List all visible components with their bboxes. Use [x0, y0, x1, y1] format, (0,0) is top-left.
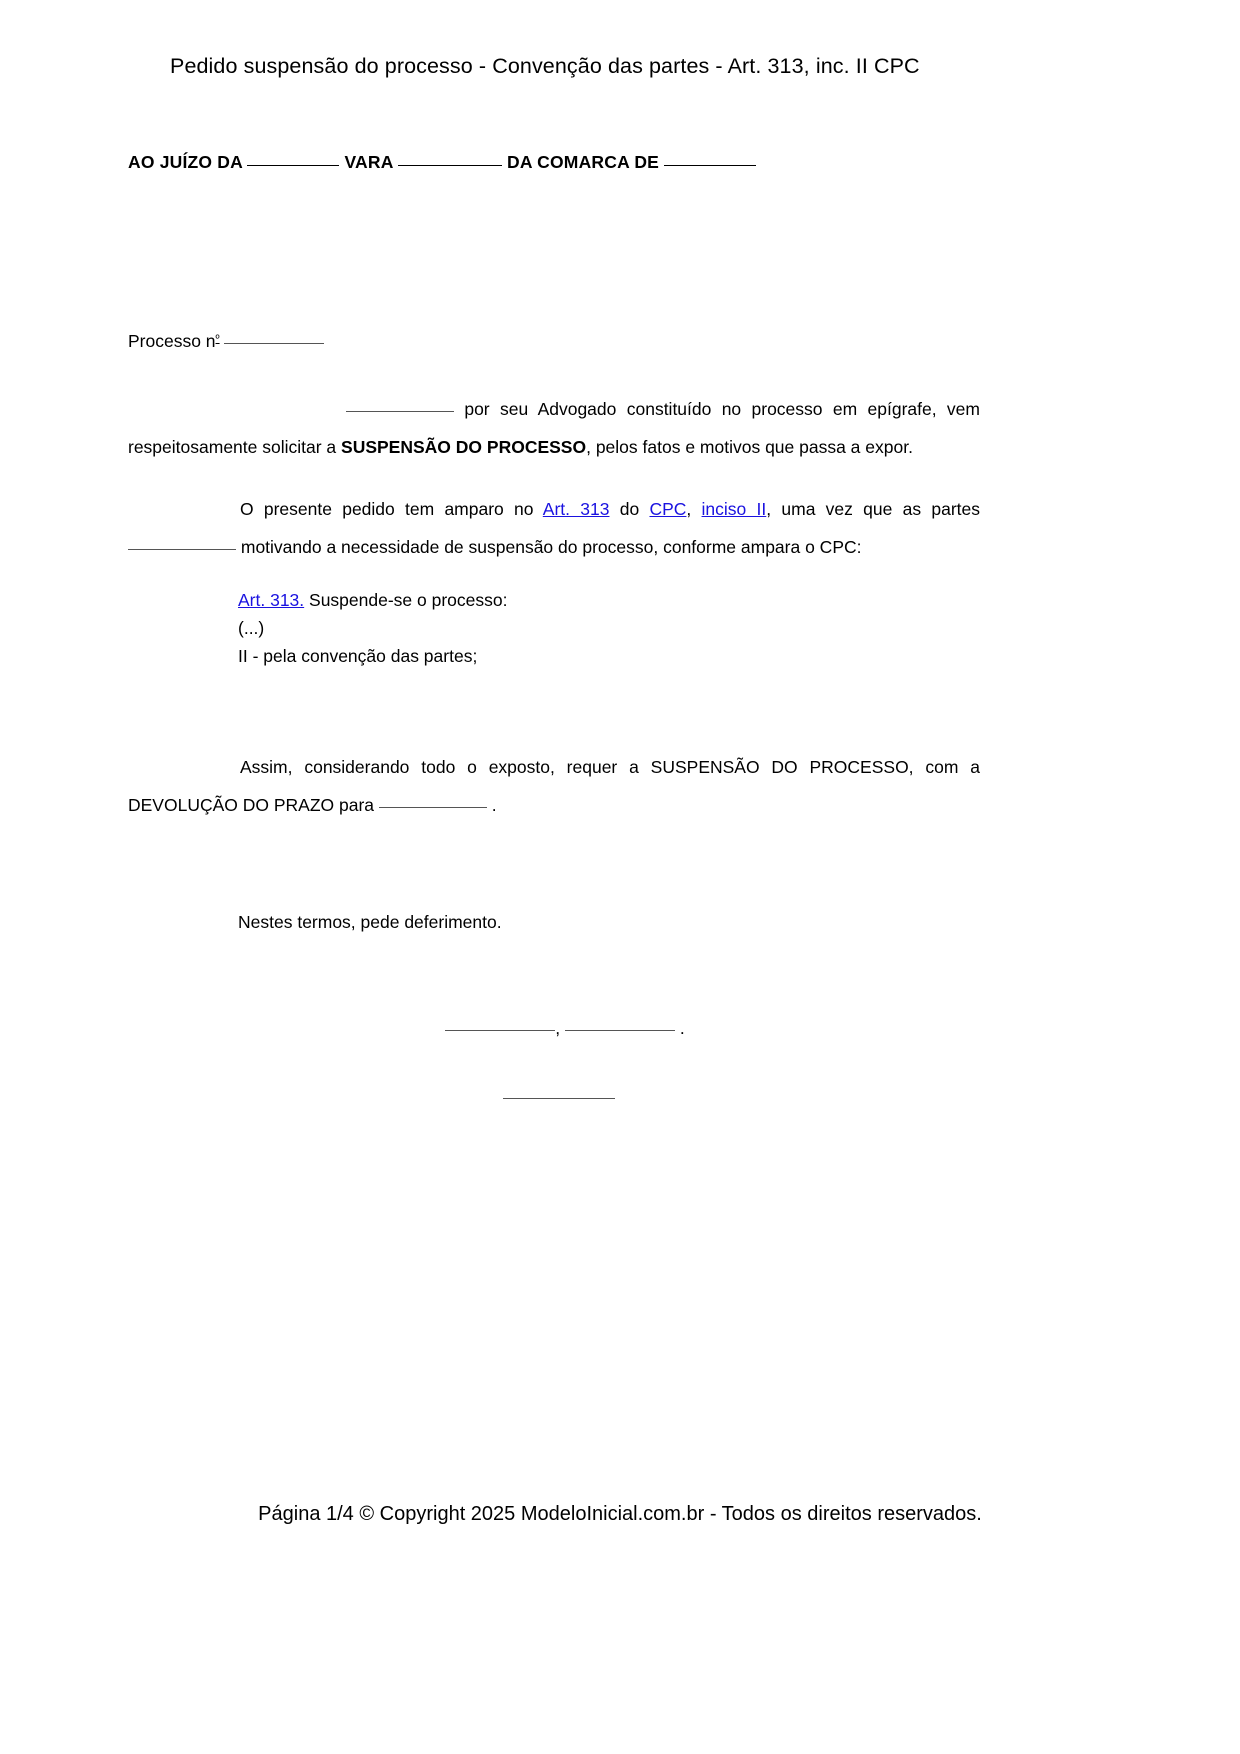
addressee-blank-2: [398, 165, 502, 166]
legal-basis-text-a: O presente pedido tem amparo no: [240, 499, 543, 519]
addressee-blank-3: [664, 165, 756, 166]
paragraph-indent: [128, 499, 240, 519]
date-blank: [565, 1030, 675, 1031]
date-place-line: [128, 1014, 980, 1042]
legal-basis-text-c: ,: [686, 499, 702, 519]
quote-line-2: (...): [238, 618, 265, 638]
paragraph-request-text-a: por seu Advogado constituído no processo em epígrafe, vem respeitosamente solicitar a: [128, 399, 980, 457]
addressee-blank-1: [247, 165, 339, 166]
paragraph-indent: [128, 399, 346, 419]
quote-text-1: Suspende-se o processo:: [304, 590, 508, 610]
spacer: [128, 354, 980, 390]
link-cpc[interactable]: CPC: [649, 499, 687, 519]
spacer: [128, 566, 980, 586]
process-ordinal: º: [215, 333, 220, 345]
spacer: [128, 824, 980, 908]
conclusion-text-a: Assim, considerando todo o exposto, requer a SUSPENSÃO DO PROCESSO, com a DEVOLUÇÃO DO PRAZO para: [128, 757, 980, 815]
date-separator: ,: [555, 1018, 561, 1038]
paragraph-indent: [128, 757, 240, 777]
addressee-line: [128, 150, 980, 174]
conclusion-blank: [379, 807, 487, 808]
addressee-middle: VARA: [344, 152, 393, 172]
link-art-313[interactable]: Art. 313: [542, 499, 610, 519]
date-terminator: .: [679, 1018, 685, 1038]
spacer: [128, 670, 980, 748]
paragraph-request-bold: SUSPENSÃO DO PROCESSO: [341, 437, 587, 457]
closing-line: Nestes termos, pede deferimento.: [238, 912, 502, 932]
conclusion-text-b: .: [486, 795, 497, 815]
paragraph-legal-basis: [128, 490, 980, 566]
spacer: [128, 174, 980, 326]
party-name-blank: [346, 411, 454, 412]
spacer: [128, 936, 980, 1014]
legal-basis-text-e: motivando a necessidade de suspensão do processo, conforme ampara o CPC:: [236, 537, 862, 557]
quote-line-3: II - pela convenção das partes;: [238, 646, 478, 666]
page-title: Pedido suspensão do processo - Convenção das partes - Art. 313, inc. II CPC: [170, 54, 920, 78]
footer-copyright: Página 1/4 © Copyright 2025 ModeloInicial.com.br - Todos os direitos reservados.: [258, 1503, 982, 1525]
signature-line: [128, 1082, 980, 1110]
place-blank: [445, 1030, 555, 1031]
process-number-blank: [224, 343, 324, 344]
process-number-line: [128, 326, 980, 354]
link-art-313-quote[interactable]: Art. 313.: [238, 590, 305, 610]
paragraph-request-text-b: , pelos fatos e motivos que passa a expor.: [586, 437, 913, 457]
paragraph-request: [128, 390, 980, 466]
link-inciso-ii[interactable]: inciso II: [701, 499, 767, 519]
process-number-label: Processo n: [128, 331, 216, 351]
legal-basis-blank: [128, 549, 236, 550]
addressee-prefix: AO JUÍZO DA: [128, 152, 243, 172]
paragraph-conclusion: [128, 748, 980, 824]
addressee-suffix: DA COMARCA DE: [507, 152, 660, 172]
quote-line-1: [128, 586, 980, 614]
document-body: [128, 150, 980, 1110]
spacer: [128, 1042, 980, 1082]
legal-basis-text-b: do: [609, 499, 650, 519]
spacer: [128, 466, 980, 490]
legal-basis-text-d: , uma vez que as partes: [766, 499, 980, 519]
signature-blank: [503, 1098, 615, 1099]
